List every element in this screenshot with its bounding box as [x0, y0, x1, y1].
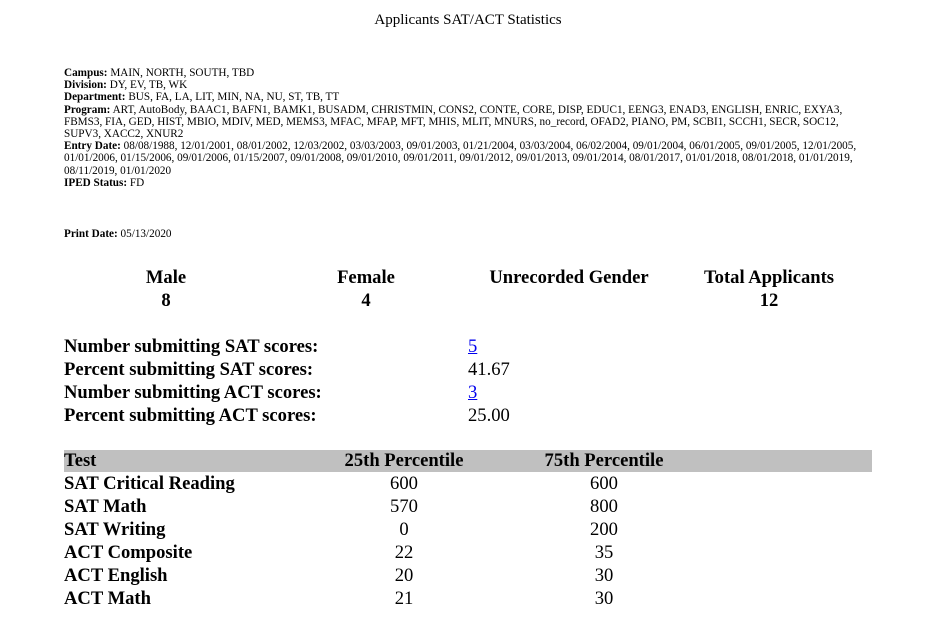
act-count-link[interactable]: 3	[468, 382, 478, 403]
criteria-campus	[64, 67, 876, 79]
sat-percent-value: 41.67	[468, 359, 510, 380]
stat-row-act-number	[64, 381, 664, 404]
report-title: Applicants SAT/ACT Statistics	[374, 12, 562, 28]
stat-row-act-percent	[64, 404, 664, 427]
gender-total	[674, 266, 864, 312]
stat-row-sat-percent	[64, 358, 664, 381]
header-test: Test	[64, 450, 304, 472]
percentile-75: 35	[594, 542, 614, 563]
gender-male-count: 8	[161, 290, 171, 311]
criteria-label: Campus:	[64, 67, 108, 79]
table-row	[64, 495, 872, 518]
criteria-program	[64, 104, 876, 141]
stat-label: Percent submitting ACT scores:	[64, 405, 317, 426]
header-spacer	[704, 450, 872, 472]
table-row	[64, 564, 872, 587]
stat-label: Percent submitting SAT scores:	[64, 359, 314, 380]
criteria-entry-date	[64, 140, 876, 177]
table-row	[64, 587, 872, 610]
table-header-row	[64, 450, 872, 472]
gender-total-label: Total Applicants	[703, 267, 835, 288]
test-name: ACT English	[64, 565, 168, 586]
criteria-label: IPED Status:	[64, 176, 128, 189]
stat-row-sat-number	[64, 335, 664, 358]
percentile-25: 0	[399, 519, 409, 540]
gender-female-label: Female	[337, 267, 395, 288]
act-percent-value: 25.00	[468, 405, 510, 426]
gender-unrecorded-label: Unrecorded Gender	[489, 267, 649, 288]
header-75th-percentile: 75th Percentile	[504, 450, 704, 472]
criteria-label: Program:	[64, 103, 111, 116]
percentile-25: 20	[394, 565, 414, 586]
filter-criteria	[64, 67, 876, 189]
percentile-75: 30	[594, 565, 614, 586]
print-date-label: Print Date:	[64, 228, 118, 240]
gender-unrecorded	[464, 266, 674, 289]
table-row	[64, 472, 872, 495]
print-date-value: 05/13/2020	[120, 228, 172, 240]
criteria-department	[64, 91, 876, 103]
test-name: SAT Writing	[64, 519, 166, 540]
submission-stats	[64, 335, 664, 427]
percentile-25: 22	[394, 542, 414, 563]
percentile-table	[64, 450, 872, 610]
test-name: SAT Math	[64, 496, 147, 517]
gender-male	[64, 266, 268, 312]
criteria-value: MAIN, NORTH, SOUTH, TBD	[110, 67, 255, 79]
header-25th-percentile: 25th Percentile	[304, 450, 504, 472]
criteria-value: BUS, FA, LA, LIT, MIN, NA, NU, ST, TB, TT	[128, 91, 340, 104]
criteria-value: DY, EV, TB, WK	[109, 79, 188, 92]
criteria-division	[64, 79, 876, 91]
percentile-75: 600	[590, 473, 618, 494]
sat-count-link[interactable]: 5	[468, 336, 478, 357]
stat-label: Number submitting ACT scores:	[64, 382, 322, 403]
criteria-label: Department:	[64, 91, 126, 104]
stat-label: Number submitting SAT scores:	[64, 336, 319, 357]
criteria-label: Entry Date:	[64, 140, 121, 153]
criteria-value: ART, AutoBody, BAAC1, BAFN1, BAMK1, BUSADM, CHRISTMIN, CONS2, CONTE, CORE, DISP, EDUC1, EENG3, ENAD3, ENGLISH, ENRIC, EXYA3, FBMS3, FIA, GED, HIST, MBIO, MDIV, MED, MEMS3, MFAC, MFAP, MFT, MHIS, MLIT, MNURS, no_record, OFAD2, PIANO, PM, SCBI1, SCCH1, SECR, SOC12, SUPV3, XACC2, XNUR2	[64, 103, 843, 141]
gender-male-label: Male	[145, 267, 187, 288]
percentile-25: 570	[390, 496, 418, 517]
criteria-iped-status	[64, 177, 876, 189]
criteria-value: FD	[129, 176, 145, 189]
percentile-75: 200	[590, 519, 618, 540]
percentile-25: 600	[390, 473, 418, 494]
gender-female-count: 4	[361, 290, 371, 311]
table-row	[64, 518, 872, 541]
table-row	[64, 541, 872, 564]
criteria-label: Division:	[64, 79, 107, 92]
criteria-value: 08/08/1988, 12/01/2001, 08/01/2002, 12/03/2002, 03/03/2003, 09/01/2003, 01/21/2004, 03/03/2004, 06/02/2004, 09/01/2004, 06/01/2005, 09/01/2005, 12/01/2005, 01/01/2006, 01/15/2006, 09/01/2006, 01/15/2007, 09/01/2008, 09/01/2010, 09/01/2011, 09/01/2012, 09/01/2013, 09/01/2014, 08/01/2017, 01/01/2018, 08/01/2018, 01/01/2019, 08/11/2019, 01/01/2020	[64, 140, 857, 177]
percentile-75: 30	[594, 588, 614, 609]
percentile-25: 21	[394, 588, 414, 609]
test-name: ACT Composite	[64, 542, 193, 563]
print-date	[64, 228, 172, 240]
gender-total-count: 12	[759, 290, 779, 311]
test-name: SAT Critical Reading	[64, 473, 235, 494]
percentile-75: 800	[590, 496, 618, 517]
gender-female	[268, 266, 464, 312]
test-name: ACT Math	[64, 588, 151, 609]
